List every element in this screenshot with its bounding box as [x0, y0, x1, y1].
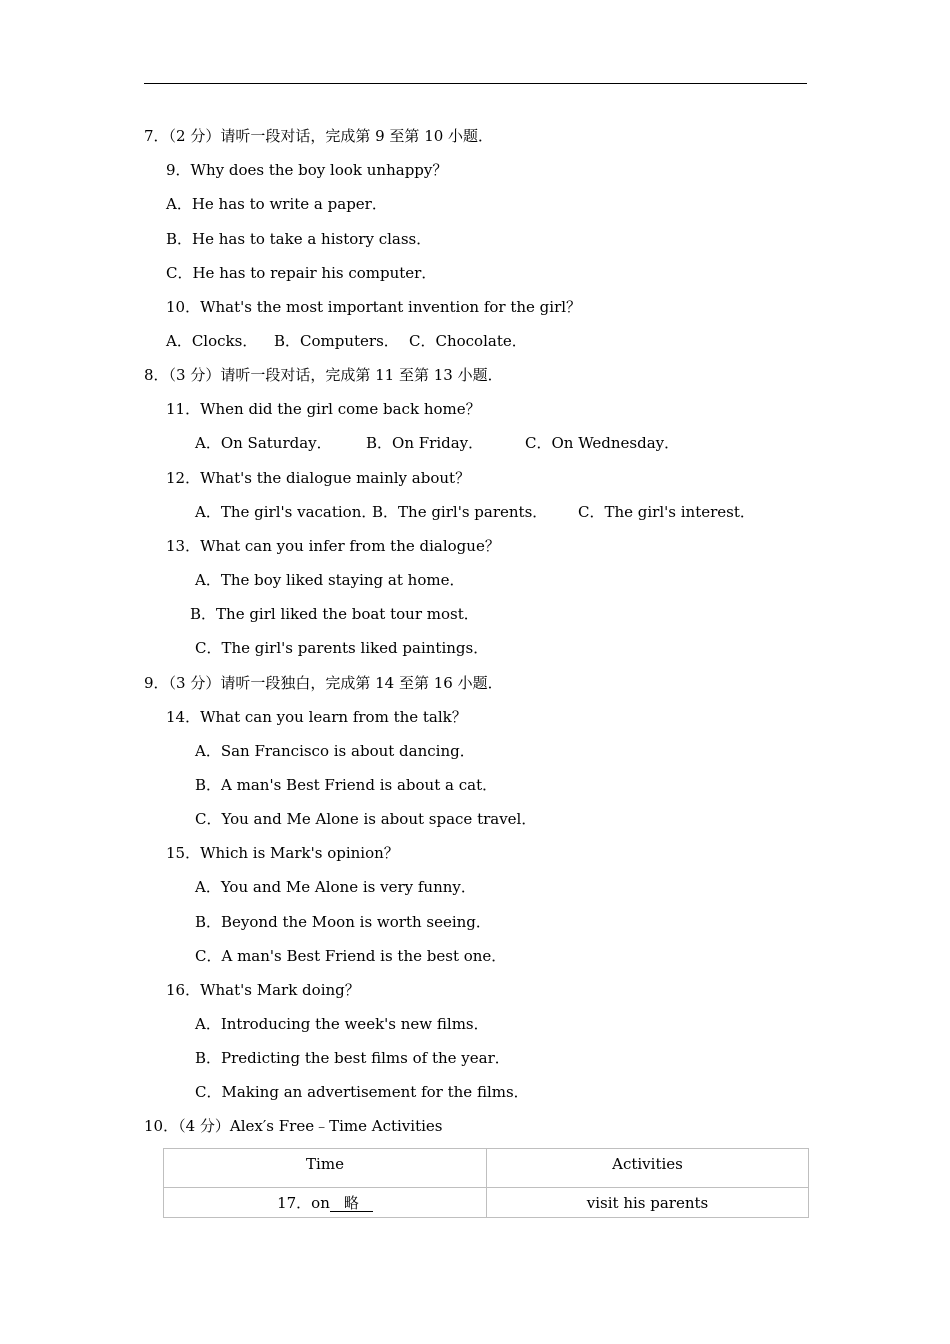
option-10c: C．Chocolate．: [409, 332, 527, 350]
question-9-header: 9．（3 分）请听一段独白，完成第 14 至第 16 小题．: [144, 674, 503, 692]
question-16-stem: 16．What's Mark doing？: [166, 981, 360, 999]
option-14b: B．A man's Best Friend is about a cat．: [195, 776, 498, 794]
option-13b: B．The girl liked the boat tour most．: [190, 605, 479, 623]
time-cell: [164, 1188, 487, 1218]
table-row: [164, 1188, 809, 1218]
option-9c: C．He has to repair his computer．: [166, 264, 437, 282]
option-13c: C．The girl's parents liked paintings．: [195, 639, 489, 657]
question-11-stem: 11．When did the girl come back home？: [166, 400, 481, 418]
question-13-stem: 13．What can you infer from the dialogue？: [166, 537, 500, 555]
question-9-stem: 9．Why does the boy look unhappy？: [166, 161, 448, 179]
option-15c: C．A man's Best Friend is the best one．: [195, 947, 507, 965]
activity-cell: visit his parents: [487, 1188, 809, 1218]
table-header-row: [164, 1149, 809, 1188]
column-header-activities: Activities: [487, 1149, 809, 1188]
activities-table: [163, 1148, 809, 1218]
question-8-header: 8．（3 分）请听一段对话，完成第 11 至第 13 小题．: [144, 366, 503, 384]
question-10-header: 10．（4 分）Alex′s Free﹣Time Activities: [144, 1117, 443, 1135]
column-header-time: Time: [164, 1149, 487, 1188]
option-12a: A．The girl's vacation．: [195, 503, 377, 521]
option-14a: A．San Francisco is about dancing．: [195, 742, 475, 760]
option-14c: C．You and Me Alone is about space travel．: [195, 810, 537, 828]
option-10b: B．Computers．: [274, 332, 399, 350]
question-15-stem: 15．Which is Mark's opinion？: [166, 844, 399, 862]
option-15a: A．You and Me Alone is very funny．: [195, 878, 476, 896]
option-9a: A．He has to write a paper．: [166, 195, 387, 213]
option-9b: B．He has to take a history class．: [166, 230, 432, 248]
option-12c: C．The girl's interest．: [578, 503, 755, 521]
question-10-stem: 10．What's the most important invention for the girl？: [166, 298, 582, 316]
option-16b: B．Predicting the best films of the year．: [195, 1049, 510, 1067]
option-11a: A．On Saturday．: [195, 434, 332, 452]
time-prefix: 17．on: [277, 1194, 330, 1212]
answer-blank: 略: [330, 1196, 373, 1212]
option-12b: B．The girl's parents．: [372, 503, 548, 521]
option-13a: A．The boy liked staying at home．: [195, 571, 465, 589]
option-16a: A．Introducing the week's new films．: [195, 1015, 489, 1033]
option-15b: B．Beyond the Moon is worth seeing．: [195, 913, 491, 931]
question-14-stem: 14．What can you learn from the talk？: [166, 708, 467, 726]
option-11b: B．On Friday．: [366, 434, 484, 452]
question-12-stem: 12．What's the dialogue mainly about？: [166, 469, 471, 487]
option-10a: A．Clocks．: [166, 332, 258, 350]
option-11c: C．On Wednesday．: [525, 434, 680, 452]
option-16c: C．Making an advertisement for the films．: [195, 1083, 529, 1101]
header-rule: [144, 83, 807, 84]
question-7-header: 7．（2 分）请听一段对话，完成第 9 至第 10 小题．: [144, 127, 494, 145]
